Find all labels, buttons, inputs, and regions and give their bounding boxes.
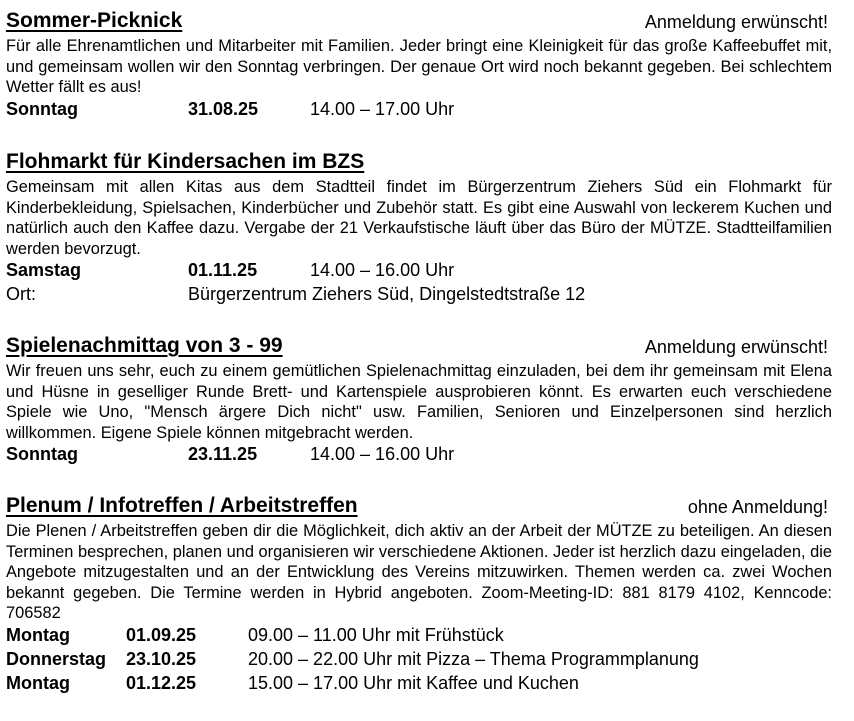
section-title: Plenum / Infotreffen / Arbeitstreffen	[6, 494, 358, 517]
event-time: 15.00 – 17.00 Uhr mit Kaffee und Kuchen	[248, 672, 579, 693]
section-sommer-picknick	[6, 9, 832, 122]
event-day: Samstag	[6, 260, 82, 280]
section-title: Spielenachmittag von 3 - 99	[6, 334, 283, 357]
registration-note: ohne Anmeldung!	[687, 497, 828, 517]
event-location-row	[6, 283, 832, 307]
event-day: Sonntag	[6, 444, 78, 464]
event-date: 23.10.25	[126, 648, 197, 669]
event-date: 23.11.25	[188, 444, 258, 464]
section-description: Gemeinsam mit allen Kitas aus dem Stadtteil findet im Bürgerzentrum Ziehers Süd ein Flohmarkt für Kinderbekleidung, Spielsachen, Kinderbücher und Zubehör statt. Es gibt eine Auswahl von leckerem Kuchen und natürlich auch den Kaffee dazu. Vergabe der 21 Verkaufstische läuft über das Büro der MÜTZE. Stadtteilfamilien werden bevorzugt.	[6, 178, 832, 258]
event-date: 01.12.25	[126, 672, 197, 693]
event-time: 14.00 – 17.00 Uhr	[310, 98, 455, 119]
section-title: Flohmarkt für Kindersachen im BZS	[6, 150, 365, 173]
event-day: Montag	[6, 624, 70, 645]
location-label: Ort:	[6, 284, 36, 304]
section-flohmarkt	[6, 150, 832, 307]
event-date: 01.11.25	[188, 260, 258, 280]
section-spielenachmittag	[6, 334, 832, 467]
section-plenum	[6, 494, 832, 696]
event-date-row	[6, 624, 832, 648]
section-description: Wir freuen uns sehr, euch zu einem gemütlichen Spielenachmittag einzuladen, bei dem ihr gemeinsam mit Elena und Hüsne in geselliger Runde Brett- und Kartenspiele ausprobieren könnt. Es erwarten euch verschiedene Spiele wie Uno, "Mensch ärgere Dich nicht" usw. Familien, Senioren und Einzelpersonen sind herzlich willkommen. Eigene Spiele können mitgebracht werden.	[6, 362, 832, 442]
event-date-row	[6, 648, 832, 672]
section-description: Die Plenen / Arbeitstreffen geben dir die Möglichkeit, dich aktiv an der Arbeit der MÜTZE zu beteiligen. An diesen Terminen besprechen, planen und organisieren wir verschiedene Aktionen. Jeder ist herzlich dazu eingeladen, die Angebote mitzugestalten und an der Entwicklung des Vereins mitzuwirken. Themen werden ca. zwei Wochen bekannt gegeben. Die Termine werden in Hybrid angeboten. Zoom-Meeting-ID: 881 8179 4102, Kenncode: 706582	[6, 522, 832, 622]
registration-note: Anmeldung erwünscht!	[644, 337, 828, 357]
event-date-row	[6, 98, 832, 122]
event-date-row	[6, 259, 832, 283]
registration-note: Anmeldung erwünscht!	[644, 12, 828, 32]
event-time: 14.00 – 16.00 Uhr	[310, 260, 455, 280]
event-day: Donnerstag	[6, 648, 107, 669]
event-time: 09.00 – 11.00 Uhr mit Frühstück	[248, 624, 504, 645]
event-date: 01.09.25	[126, 624, 197, 645]
event-day: Montag	[6, 672, 70, 693]
event-date-row	[6, 443, 832, 467]
event-time: 14.00 – 16.00 Uhr	[310, 444, 455, 464]
section-title: Sommer-Picknick	[6, 9, 183, 32]
event-location: Bürgerzentrum Ziehers Süd, Dingelstedtstraße 12	[188, 284, 586, 304]
event-day: Sonntag	[6, 98, 78, 119]
section-description: Für alle Ehrenamtlichen und Mitarbeiter mit Familien. Jeder bringt eine Kleinigkeit für das große Kaffeebuffet mit, und gemeinsam wollen wir den Sonntag verbringen. Der genaue Ort wird noch bekannt gegeben. Bei schlechtem Wetter fällt es aus!	[6, 37, 832, 96]
event-date: 31.08.25	[188, 98, 259, 119]
event-date-row	[6, 672, 832, 696]
event-time: 20.00 – 22.00 Uhr mit Pizza – Thema Programmplanung	[248, 648, 699, 669]
